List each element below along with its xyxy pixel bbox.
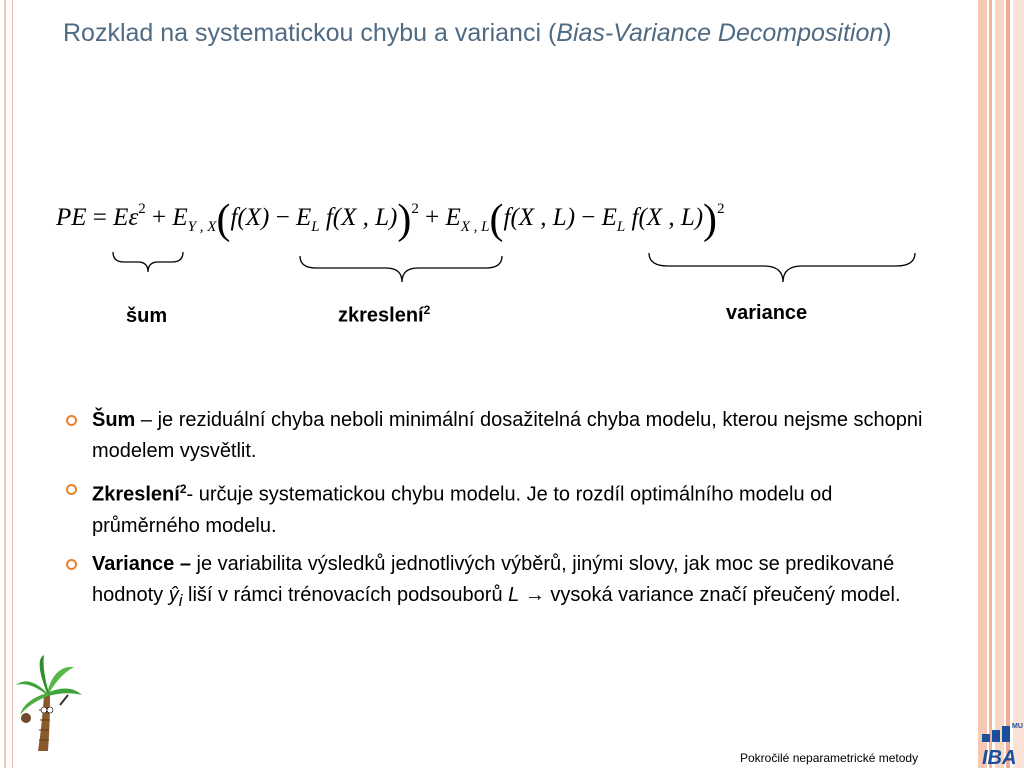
bullet-dot-icon — [66, 484, 77, 495]
bullet-zkresleni: Zkreslení$^2$- určuje systematickou chybu modelu. Je to rozdíl optimálního modelu od průměrného modelu. — [66, 474, 936, 542]
svg-text:MU: MU — [1012, 723, 1023, 730]
iba-logo-icon — [974, 720, 1024, 768]
palm-tree-icon — [14, 655, 84, 755]
label-zkresleni: zkreslení$^2$ — [338, 303, 431, 327]
bullet-variance: Variance – je variabilita výsledků jednotlivých výběrů, jinými slovy, jak moc se predikované hodnoty $ŷ_i$ liší v rámci trénovacích podsouborů L → vysoká variance značí přeučený model. — [66, 549, 936, 616]
svg-text:IBA: IBA — [982, 747, 1017, 768]
label-sum: šum — [126, 305, 168, 327]
bullet-list — [66, 405, 936, 623]
bullet-dot-icon — [66, 559, 77, 570]
footer-course-name: Pokročilé neparametrické metody — [740, 751, 919, 765]
right-decorative-stripes — [978, 0, 1024, 768]
bullet-dot-icon — [66, 415, 77, 426]
label-variance: variance — [726, 302, 808, 324]
brace-zkresleni — [300, 256, 502, 282]
left-border-stripe — [0, 0, 13, 768]
brace-sum — [113, 252, 183, 272]
slide-title: Rozklad na systematickou chybu a varianci (Bias-Variance Decomposition) — [63, 19, 892, 47]
bullet-sum: Šum – je reziduální chyba neboli minimální dosažitelná chyba modelu, kterou nejsme schopni modelem vysvětlit. — [66, 405, 936, 467]
brace-variance — [649, 253, 915, 282]
bias-variance-formula: PE = $E\varepsilon^2 + E_{Y , X}(f(X) - E_L$ f(X , $L))^2 + E_{X , L}(f(X$ , $L) - E_L$ f(X , L))$^2$ — [56, 197, 725, 243]
